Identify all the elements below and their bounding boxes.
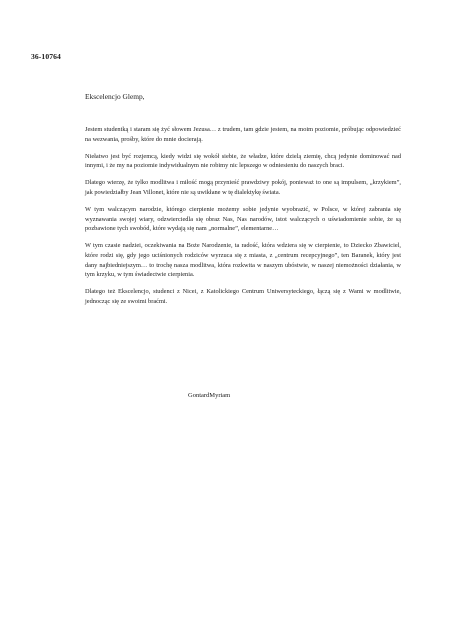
paragraph: Jestem studentką i staram się żyć słowem Jezusa… z trudem, tam gdzie jestem, na moim poziomie, próbując odpowiedzieć na wezwania, prośby, które do mnie docierają. xyxy=(85,126,401,143)
letter-body xyxy=(85,125,401,314)
document-number: 36-10764 xyxy=(31,52,61,61)
paragraph: Dlatego też Ekscelencjo, studenci z Nicei, z Katolickiego Centrum Uniwersyteckiego, łączą się z Wami w modlitwie, jednocząc się ze swoimi braćmi. xyxy=(85,288,401,305)
signature: GontardMyriam xyxy=(188,392,231,399)
salutation: Ekscelencjo Glemp, xyxy=(85,92,145,101)
paragraph: Niełatwo jest być rozjemcą, kiedy widzi się wokół siebie, że władze, które dzielą ziemię, chcą jedynie dominować nad innymi, i że my na poziomie indywidualnym nie robimy nic lepszego w odniesieniu do naszych braci. xyxy=(85,152,401,170)
paragraph: W tym czasie nadziei, oczekiwania na Boże Narodzenie, ta radość, która wdziera się w cierpienie, to Dziecko Zbawiciel, które rodzi się, gdy jego uciśnionych rodziców wyrzuca się z miasta, z „centrum recepcyjnego”, ten Baranek, który jest dany najbiedniejszym… to trochę nasza modlitwa, która rozkwita w naszym ubóstwie, w naszej niemożności działania, w tym krzyku, w tym świadectwie cierpienia. xyxy=(85,242,401,279)
paragraph: Dlatego wierzę, że tylko modlitwa i miłość mogą przynieść prawdziwy pokój, ponieważ to one są impulsem, „krzykiem”, jak powiedziałby Jean Villonet, które nie są uwikłane w tę dialektykę świata. xyxy=(85,179,401,196)
paragraph: W tym walczącym narodzie, którego cierpienie możemy sobie jedynie wyobrazić, w Polsce, w której zabrania się wyznawania swojej wiary, odzwierciedla się obraz Nas, Nas narodów, istot walczących o uświadomienie sobie, że są pozbawione tych swobód, które wydają się nam „normalne”, elementarne… xyxy=(85,206,401,233)
